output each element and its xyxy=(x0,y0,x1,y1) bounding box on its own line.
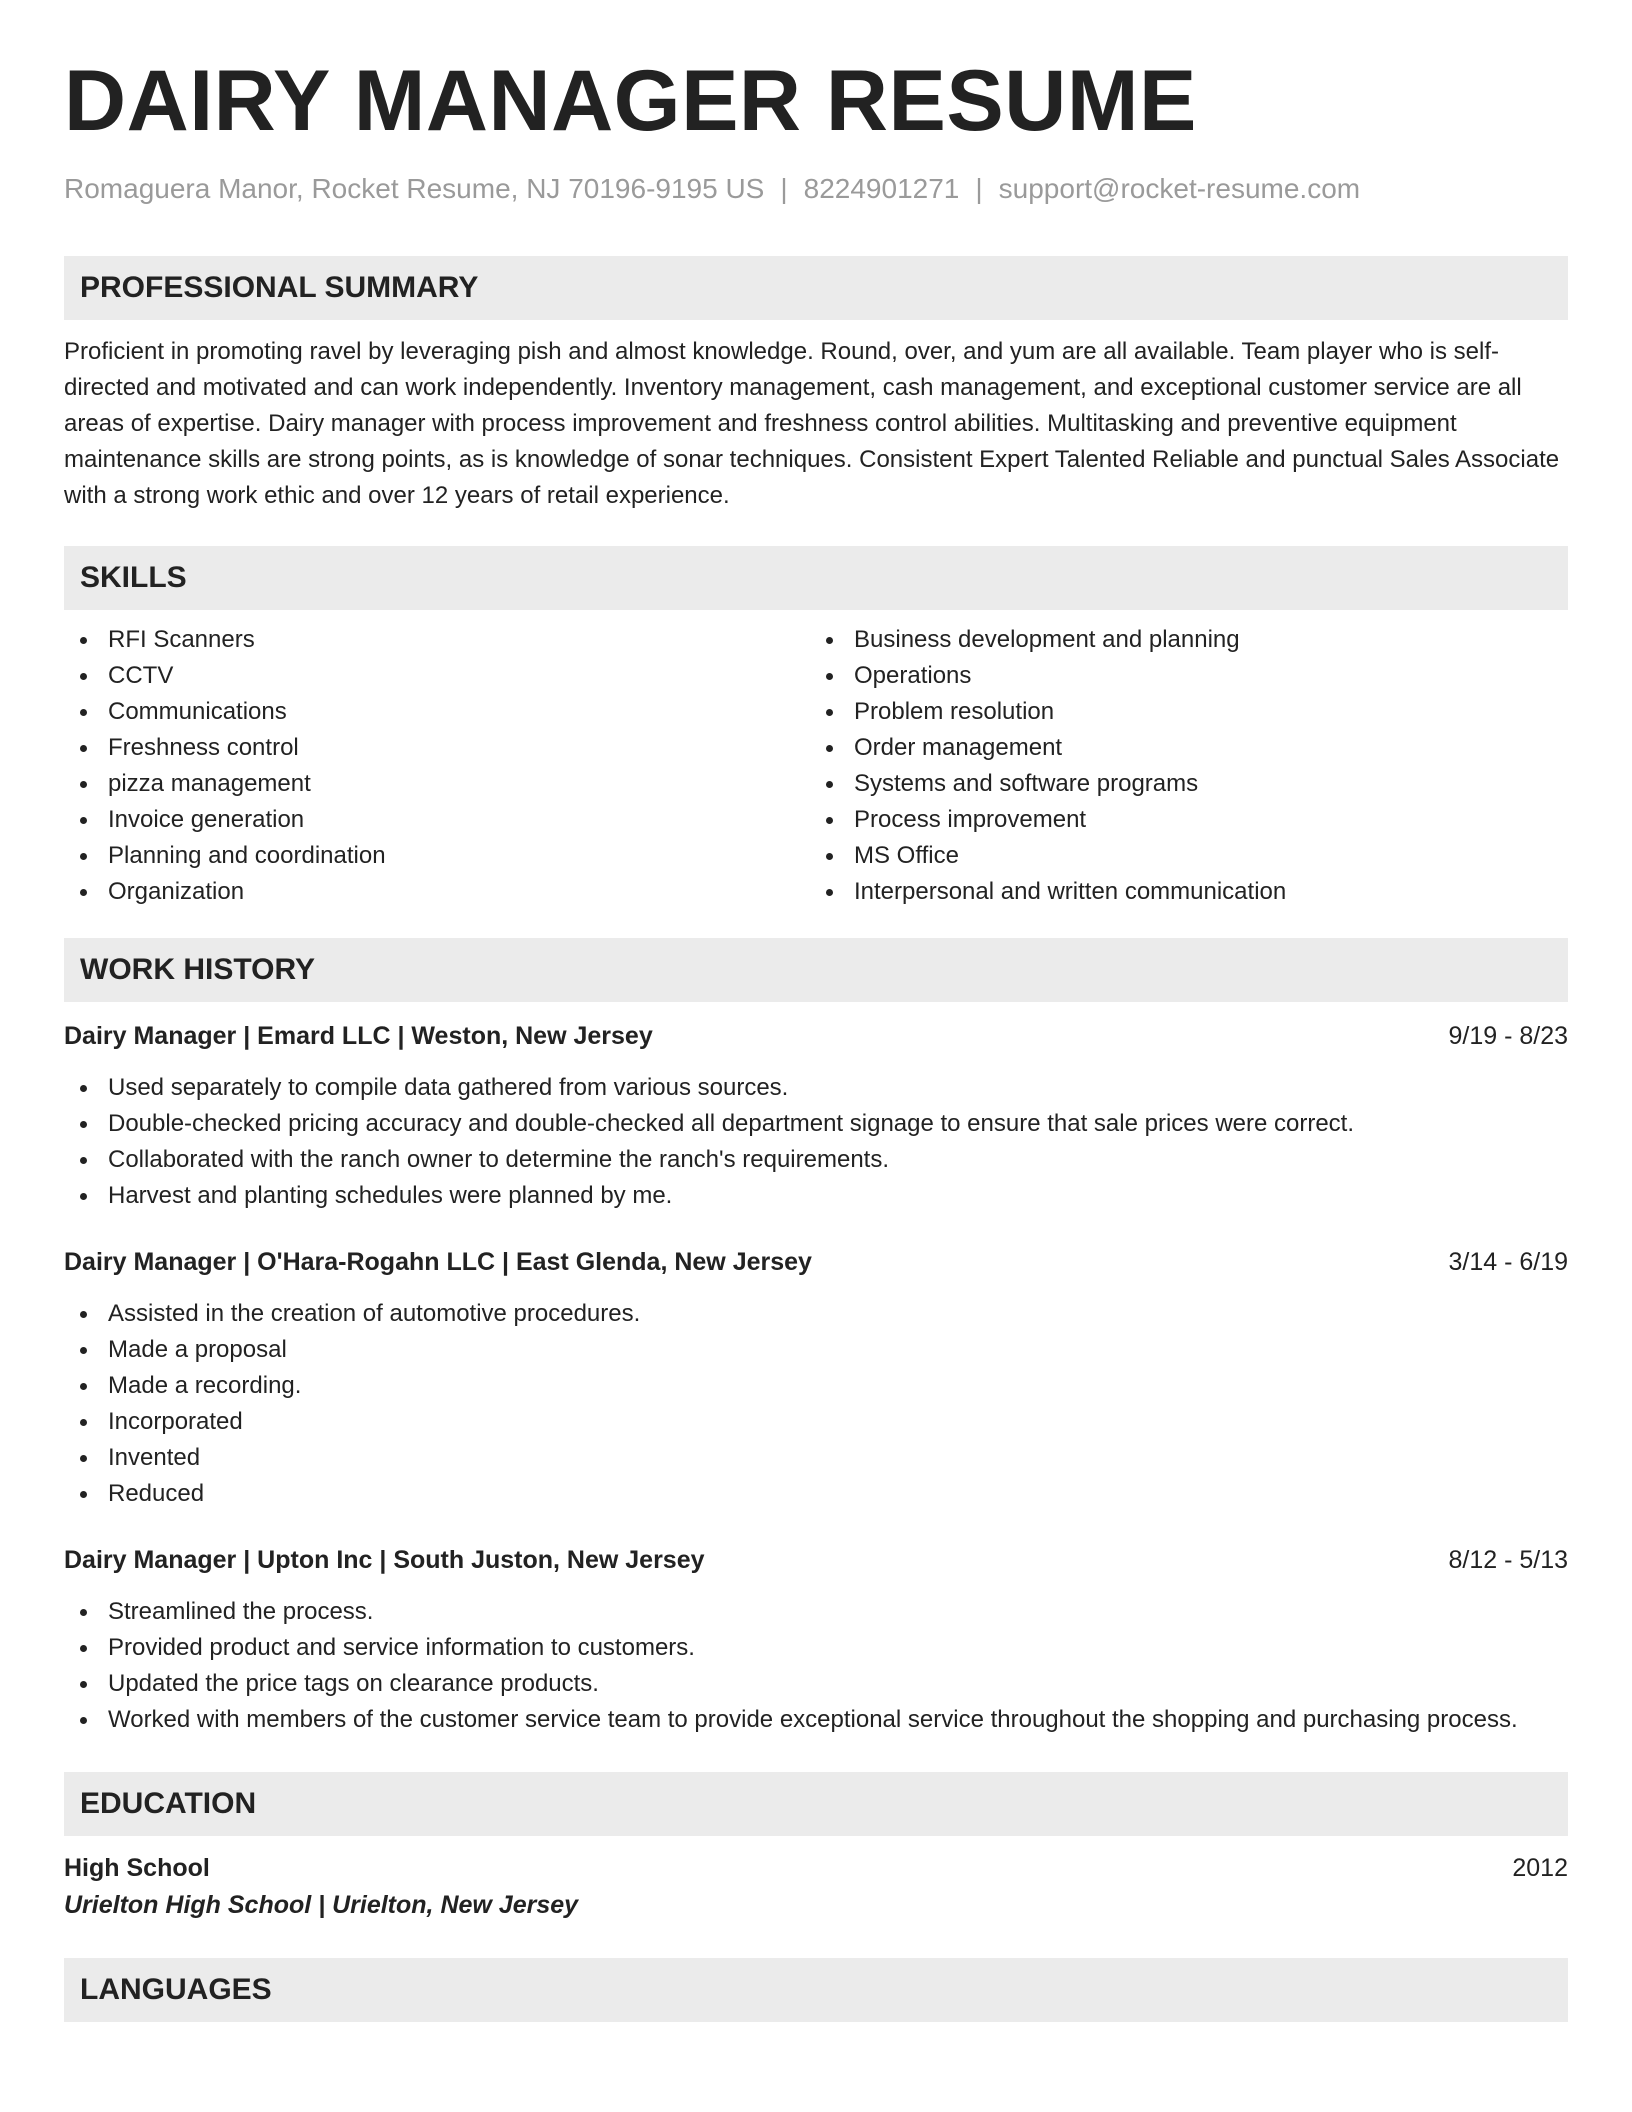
section-header-work-history: WORK HISTORY xyxy=(64,938,1568,1002)
job-entry xyxy=(64,1542,1568,1738)
job-bullet: Made a proposal xyxy=(64,1332,1568,1368)
skill-item: Systems and software programs xyxy=(810,766,1568,802)
job-bullet: Worked with members of the customer service team to provide exceptional service throughout the shopping and purchasing process. xyxy=(64,1702,1568,1738)
contact-address: Romaguera Manor, Rocket Resume, NJ 70196-9195 US xyxy=(64,173,765,204)
education-degree: High School xyxy=(64,1853,210,1882)
job-bullet: Invented xyxy=(64,1440,1568,1476)
education-year: 2012 xyxy=(1512,1853,1568,1882)
skill-item: Process improvement xyxy=(810,802,1568,838)
resume-title: DAIRY MANAGER RESUME xyxy=(64,53,1197,149)
skill-item: CCTV xyxy=(64,658,816,694)
job-title: Dairy Manager | O'Hara-Rogahn LLC | East Glenda, New Jersey xyxy=(64,1247,812,1276)
skills-list-left xyxy=(64,622,816,910)
job-dates: 8/12 - 5/13 xyxy=(1448,1545,1568,1574)
skills-list-right xyxy=(810,622,1568,910)
skill-item: RFI Scanners xyxy=(64,622,816,658)
contact-email: support@rocket-resume.com xyxy=(998,173,1361,204)
education-header xyxy=(64,1850,1568,1886)
job-bullet: Made a recording. xyxy=(64,1368,1568,1404)
job-bullet: Used separately to compile data gathered from various sources. xyxy=(64,1070,1568,1106)
job-bullet: Updated the price tags on clearance products. xyxy=(64,1666,1568,1702)
skill-item: Interpersonal and written communication xyxy=(810,874,1568,910)
job-bullets xyxy=(64,1594,1568,1738)
section-header-languages: LANGUAGES xyxy=(64,1958,1568,2022)
job-bullet: Incorporated xyxy=(64,1404,1568,1440)
job-header xyxy=(64,1018,1568,1054)
skill-item: Communications xyxy=(64,694,816,730)
job-bullet: Collaborated with the ranch owner to determine the ranch's requirements. xyxy=(64,1142,1568,1178)
job-bullet: Reduced xyxy=(64,1476,1568,1512)
job-bullet: Harvest and planting schedules were planned by me. xyxy=(64,1178,1568,1214)
skill-item: Problem resolution xyxy=(810,694,1568,730)
summary-text: Proficient in promoting ravel by leveraging pish and almost knowledge. Round, over, and yum are all available. Team player who is self-directed and motivated and can work independently. Inventory management, cash management, and exceptional customer service are all areas of expertise. Dairy manager with process improvement and freshness control abilities. Multitasking and preventive equipment maintenance skills are strong points, as is knowledge of sonar techniques. Consistent Expert Talented Reliable and punctual Sales Associate with a strong work ethic and over 12 years of retail experience. xyxy=(64,337,1560,509)
section-header-education: EDUCATION xyxy=(64,1772,1568,1836)
skill-item: pizza management xyxy=(64,766,816,802)
job-bullet: Double-checked pricing accuracy and double-checked all department signage to ensure that sale prices were correct. xyxy=(64,1106,1568,1142)
job-entry xyxy=(64,1244,1568,1512)
job-bullet: Streamlined the process. xyxy=(64,1594,1568,1630)
skill-item: Planning and coordination xyxy=(64,838,816,874)
skill-item: Invoice generation xyxy=(64,802,816,838)
contact-line xyxy=(64,172,1568,206)
job-title: Dairy Manager | Upton Inc | South Juston, New Jersey xyxy=(64,1545,705,1574)
skill-item: Order management xyxy=(810,730,1568,766)
skills-grid xyxy=(64,622,1568,910)
section-header-skills: SKILLS xyxy=(64,546,1568,610)
skill-item: Freshness control xyxy=(64,730,816,766)
skill-item: MS Office xyxy=(810,838,1568,874)
contact-separator: | xyxy=(975,173,983,204)
job-title: Dairy Manager | Emard LLC | Weston, New Jersey xyxy=(64,1021,653,1050)
job-bullet: Assisted in the creation of automotive procedures. xyxy=(64,1296,1568,1332)
skill-item: Business development and planning xyxy=(810,622,1568,658)
job-header xyxy=(64,1244,1568,1280)
job-dates: 3/14 - 6/19 xyxy=(1448,1247,1568,1276)
job-bullets xyxy=(64,1296,1568,1512)
skill-item: Operations xyxy=(810,658,1568,694)
education-school: Urielton High School | Urielton, New Jersey xyxy=(64,1890,579,1919)
job-header xyxy=(64,1542,1568,1578)
job-dates: 9/19 - 8/23 xyxy=(1448,1021,1568,1050)
contact-phone: 8224901271 xyxy=(803,173,960,204)
education-entry xyxy=(64,1850,1568,1924)
job-entry xyxy=(64,1018,1568,1214)
section-header-summary: PROFESSIONAL SUMMARY xyxy=(64,256,1568,320)
job-bullets xyxy=(64,1070,1568,1214)
contact-separator: | xyxy=(780,173,788,204)
skill-item: Organization xyxy=(64,874,816,910)
job-bullet: Provided product and service information to customers. xyxy=(64,1630,1568,1666)
